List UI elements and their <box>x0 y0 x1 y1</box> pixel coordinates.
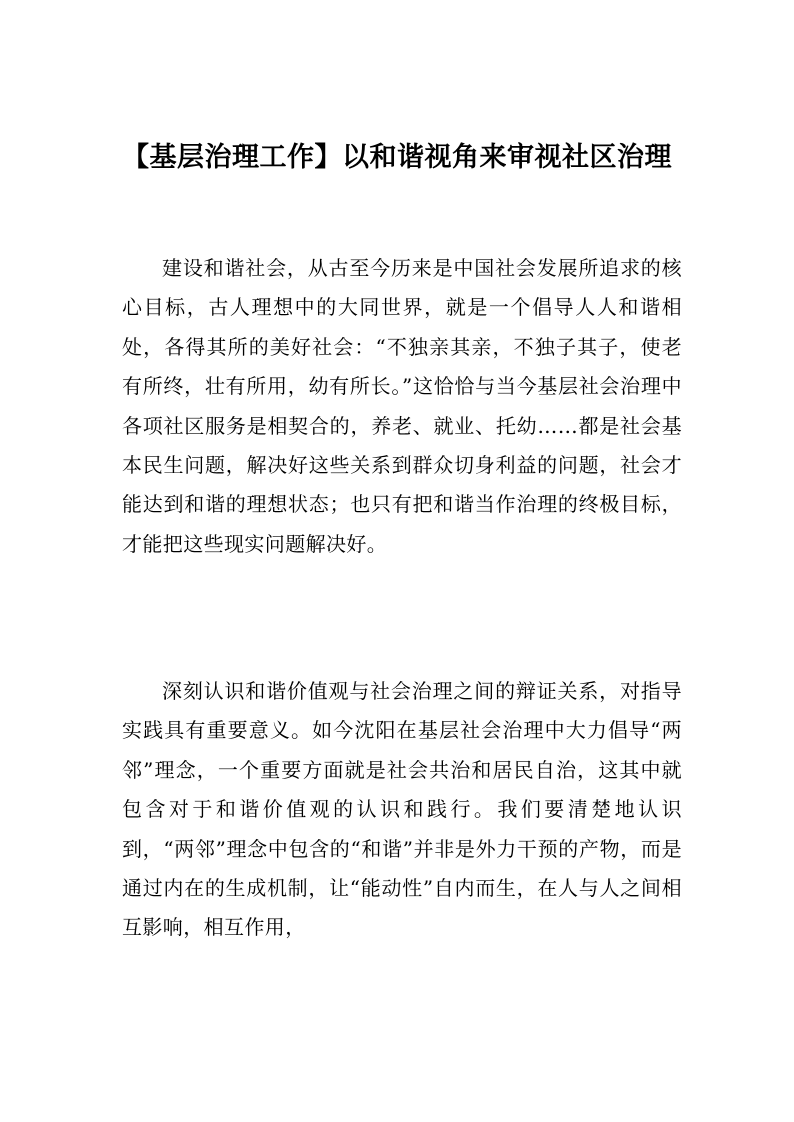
paragraph-1: 建设和谐社会，从古至今历来是中国社会发展所追求的核心目标，古人理想中的大同世界，就是一个倡导人人和谐相处，各得其所的美好社会：“不独亲其亲，不独子其子，使老有所终，壮有所用，幼有所长。”这恰恰与当今基层社会治理中各项社区服务是相契合的，养老、就业、托幼……都是社会基本民生问题，解决好这些关系到群众切身利益的问题，社会才能达到和谐的理想状态；也只有把和谐当作治理的终极目标，才能把这些现实问题解决好。 <box>122 256 682 556</box>
document-title: 【基层治理工作】以和谐视角来审视社区治理 <box>122 142 672 173</box>
paragraph-2: 深刻认识和谐价值观与社会治理之间的辩证关系，对指导实践具有重要意义。如今沈阳在基层社会治理中大力倡导“两邻”理念，一个重要方面就是社会共治和居民自治，这其中就包含对于和谐价值观的认识和践行。我们要清楚地认识到，“两邻”理念中包含的“和谐”并非是外力干预的产物，而是通过内在的生成机制，让“能动性”自内而生，在人与人之间相互影响，相互作用， <box>122 679 682 940</box>
